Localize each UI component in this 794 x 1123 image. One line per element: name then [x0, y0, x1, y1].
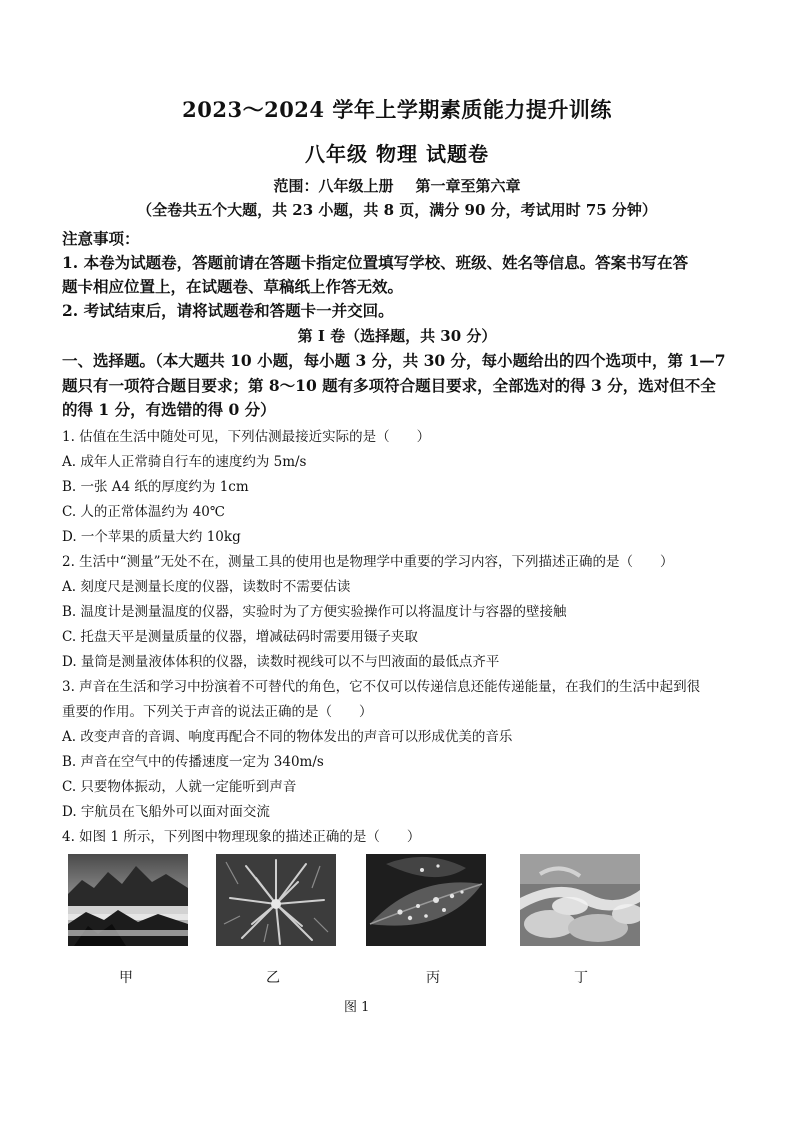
q3-option-d: D. 宇航员在飞船外可以面对面交流 — [62, 804, 270, 820]
q1-stem: 1. 估值在生活中随处可见，下列估测最接近实际的是（ ） — [62, 429, 431, 445]
q1-option-c: C. 人的正常体温约为 40℃ — [62, 504, 226, 520]
note-item-1-line-2: 题卡相应位置上，在试题卷、草稿纸上作答无效。 — [62, 277, 404, 296]
photo-ding-steam-over-rocks — [520, 854, 640, 946]
note-item-2: 2. 考试结束后，请将试题卷和答题卡一并交回。 — [62, 301, 394, 320]
q3-option-a: A. 改变声音的音调、响度再配合不同的物体发出的声音可以形成优美的音乐 — [62, 729, 513, 745]
exam-subtitle: 八年级 物理 试题卷 — [305, 142, 489, 166]
q3-option-c: C. 只要物体振动，人就一定能听到声音 — [62, 779, 297, 795]
q3-stem-line-1: 3. 声音在生活和学习中扮演着不可替代的角色，它不仅可以传递信息还能传递能量，在我们的生活中起到很 — [62, 679, 701, 695]
q2-stem: 2. 生活中“测量”无处不在，测量工具的使用也是物理学中重要的学习内容，下列描述正确的是（ ） — [62, 554, 674, 570]
section-intro-line-3: 的得 1 分，有选错的得 0 分） — [62, 400, 276, 419]
exam-range — [0, 175, 794, 196]
photo-bing-dew-leaf — [366, 854, 486, 946]
photo-yi-frost-plant — [216, 854, 336, 946]
q2-option-a: A. 刻度尺是测量长度的仪器，读数时不需要估读 — [62, 579, 351, 595]
note-item-1-line-1: 1. 本卷为试题卷，答题前请在答题卡指定位置填写学校、班级、姓名等信息。答案书写在答 — [62, 253, 689, 272]
q3-option-b: B. 声音在空气中的传播速度一定为 340m/s — [62, 754, 324, 770]
q1-option-a: A. 成年人正常骑自行车的速度约为 5m/s — [62, 454, 307, 470]
q1-option-b: B. 一张 A4 纸的厚度约为 1cm — [62, 479, 249, 495]
q4-stem: 4. 如图 1 所示，下列图中物理现象的描述正确的是（ ） — [62, 829, 421, 845]
section-heading: 第 I 卷（选择题，共 30 分） — [297, 327, 497, 345]
section-intro-line-2: 题只有一项符合题目要求；第 8～10 题有多项符合题目要求，全部选对的得 3 分，选对但不全 — [62, 376, 716, 395]
figure-label-ding: 丁 — [574, 970, 588, 986]
figure-caption: 图 1 — [344, 1000, 370, 1015]
range-chapters: 第一章至第六章 — [415, 177, 521, 195]
exam-title: 2023～2024 学年上学期素质能力提升训练 — [182, 97, 612, 122]
q2-option-b: B. 温度计是测量温度的仪器，实验时为了方便实验操作可以将温度计与容器的壁接触 — [62, 604, 567, 620]
q3-stem-line-2: 重要的作用。下列关于声音的说法正确的是（ ） — [62, 704, 373, 720]
q2-option-d: D. 量筒是测量液体体积的仪器，读数时视线可以不与凹液面的最低点齐平 — [62, 654, 500, 670]
figure-label-jia: 甲 — [119, 970, 133, 986]
photo-jia-mountain-fog — [68, 854, 188, 946]
q2-option-c: C. 托盘天平是测量质量的仪器，增减砝码时需要用镊子夹取 — [62, 629, 418, 645]
section-intro-line-1: 一、选择题。（本大题共 10 小题，每小题 3 分，共 30 分，每小题给出的四个选项中，第 1—7 — [62, 351, 726, 370]
figure-label-yi: 乙 — [266, 970, 280, 986]
exam-info: （全卷共五个大题，共 23 小题，共 8 页，满分 90 分，考试用时 75 分钟） — [137, 201, 657, 219]
q1-option-d: D. 一个苹果的质量大约 10kg — [62, 529, 241, 545]
notes-heading: 注意事项： — [62, 229, 140, 248]
range-label: 范围：八年级上册 — [273, 177, 394, 195]
figure-label-bing: 丙 — [426, 970, 440, 986]
